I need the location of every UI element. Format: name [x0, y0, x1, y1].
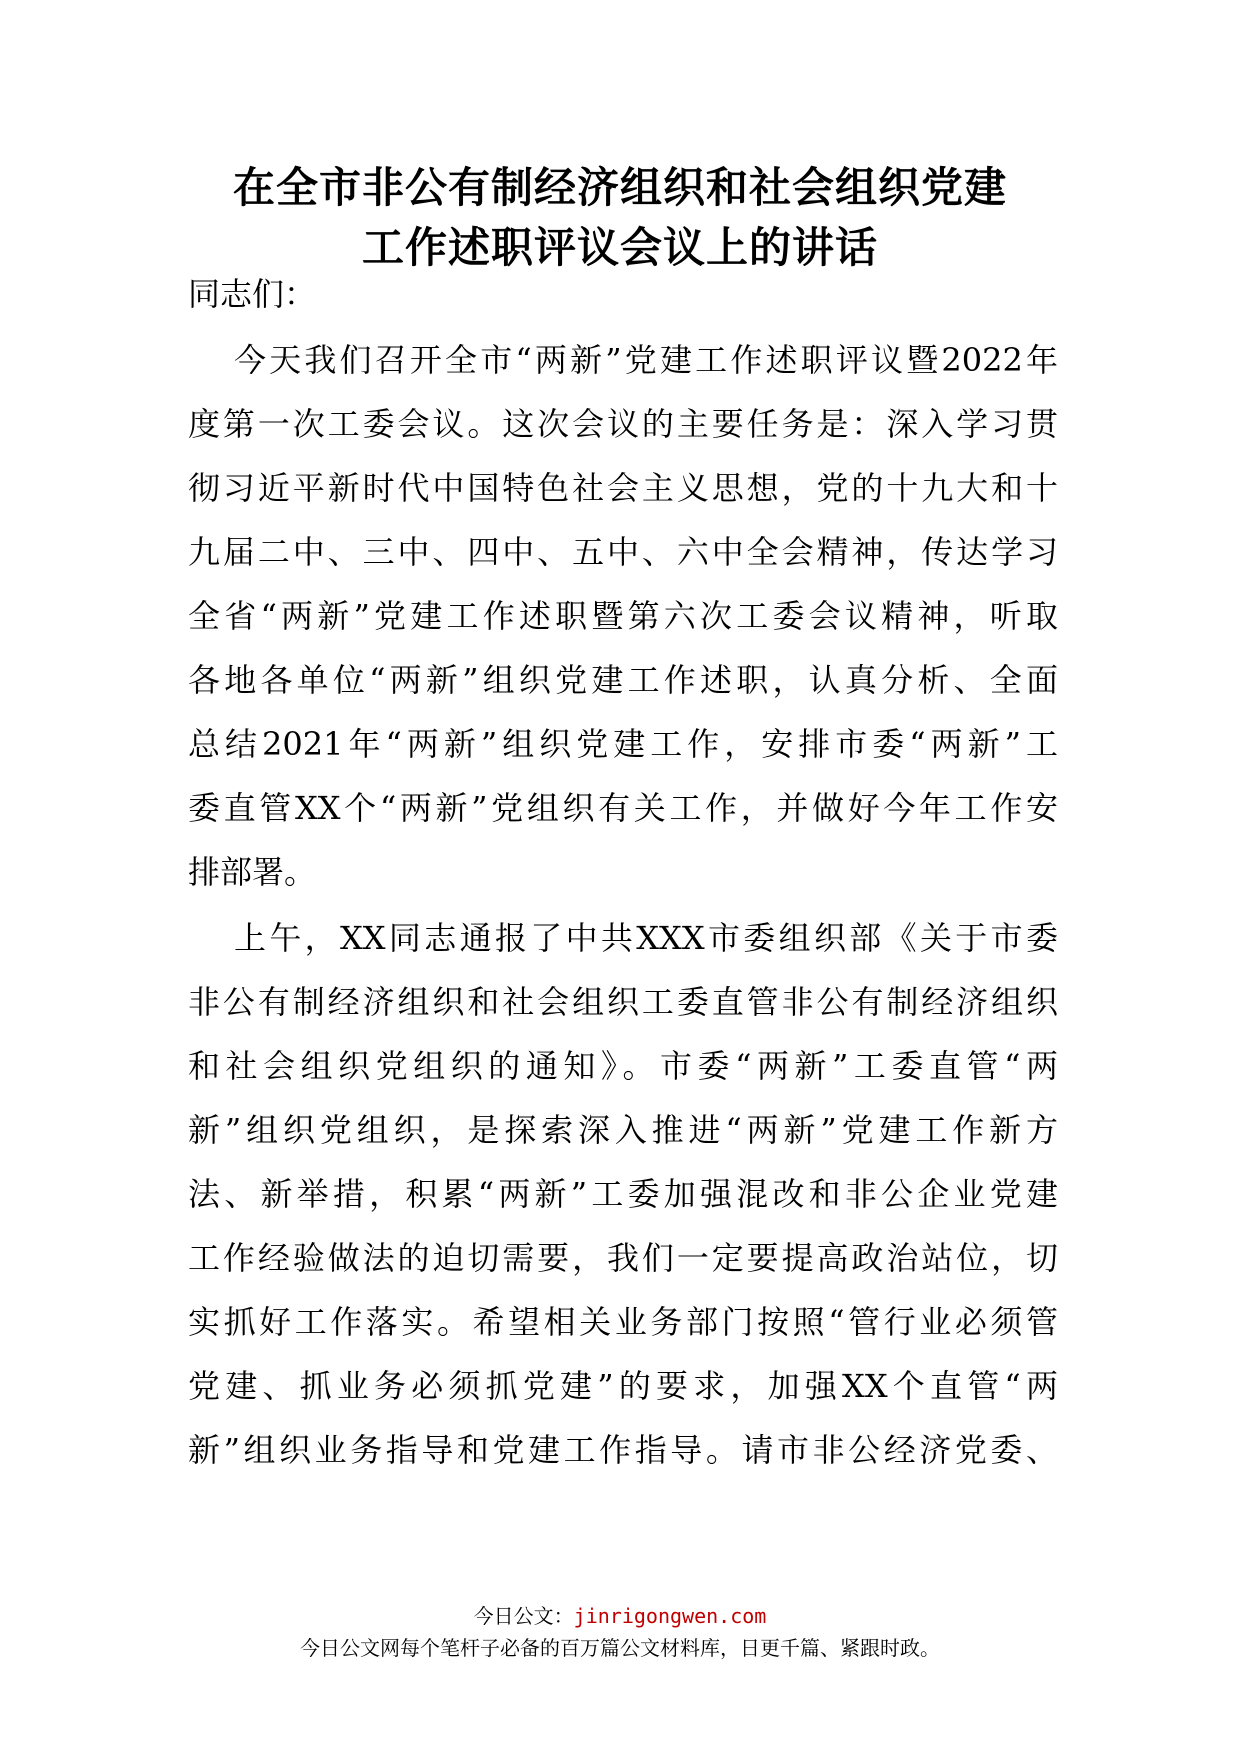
document-body: [188, 262, 1058, 1484]
paragraph-2: [188, 906, 1058, 1482]
paragraph-line: 新”组织党组织，是探索深入推进“两新”党建工作新方: [188, 1111, 1058, 1149]
title-line: 在全市非公有制经济组织和社会组织党建: [232, 163, 1007, 212]
paragraph-line: 新”组织业务指导和党建工作指导。请市非公经济党委、: [188, 1431, 1058, 1469]
paragraph-line: 党建、抓业务必须抓党建”的要求，加强XX个直管“两: [188, 1367, 1058, 1405]
footer-tagline: 今日公文网每个笔杆子必备的百万篇公文材料库，日更千篇、紧跟时政。: [300, 1636, 940, 1660]
paragraph-1: [188, 328, 1058, 904]
paragraph-line: 上午，XX同志通报了中共XXX市委组织部《关于市委: [234, 919, 1058, 957]
paragraph-line: 九届二中、三中、四中、五中、六中全会精神，传达学习: [188, 533, 1058, 571]
salutation: 同志们：: [188, 275, 317, 313]
paragraph-line: 全省“两新”党建工作述职暨第六次工委会议精神，听取: [188, 597, 1058, 635]
paragraph-line: 委直管XX个“两新”党组织有关工作，并做好今年工作安: [188, 789, 1058, 827]
paragraph-line: 法、新举措，积累“两新”工委加强混改和非公企业党建: [188, 1175, 1058, 1213]
paragraph-line: 各地各单位“两新”组织党建工作述职，认真分析、全面: [188, 661, 1058, 699]
paragraph-line: 和社会组织党组织的通知》。市委“两新”工委直管“两: [188, 1047, 1058, 1085]
paragraph-line: 实抓好工作落实。希望相关业务部门按照“管行业必须管: [188, 1303, 1058, 1341]
paragraph-line: 度第一次工委会议。这次会议的主要任务是：深入学习贯: [188, 405, 1058, 443]
paragraph-line: 今天我们召开全市“两新”党建工作述职评议暨2022年: [234, 341, 1058, 379]
footer-site-link[interactable]: jinrigongwen.com: [573, 1604, 767, 1628]
footer-site-line: [0, 1600, 1240, 1632]
footer-site-label: 今日公文：: [473, 1604, 574, 1628]
paragraph-line: 排部署。: [188, 853, 317, 891]
document-title: [150, 158, 1090, 278]
paragraph-line: 非公有制经济组织和社会组织工委直管非公有制经济组织: [188, 983, 1058, 1021]
title-line: 工作述职评议会议上的讲话: [361, 223, 878, 272]
page-footer: [0, 1600, 1240, 1664]
paragraph-line: 彻习近平新时代中国特色社会主义思想，党的十九大和十: [188, 469, 1058, 507]
paragraph-line: 工作经验做法的迫切需要，我们一定要提高政治站位，切: [188, 1239, 1058, 1277]
paragraph-line: 总结2021年“两新”组织党建工作，安排市委“两新”工: [188, 725, 1058, 763]
